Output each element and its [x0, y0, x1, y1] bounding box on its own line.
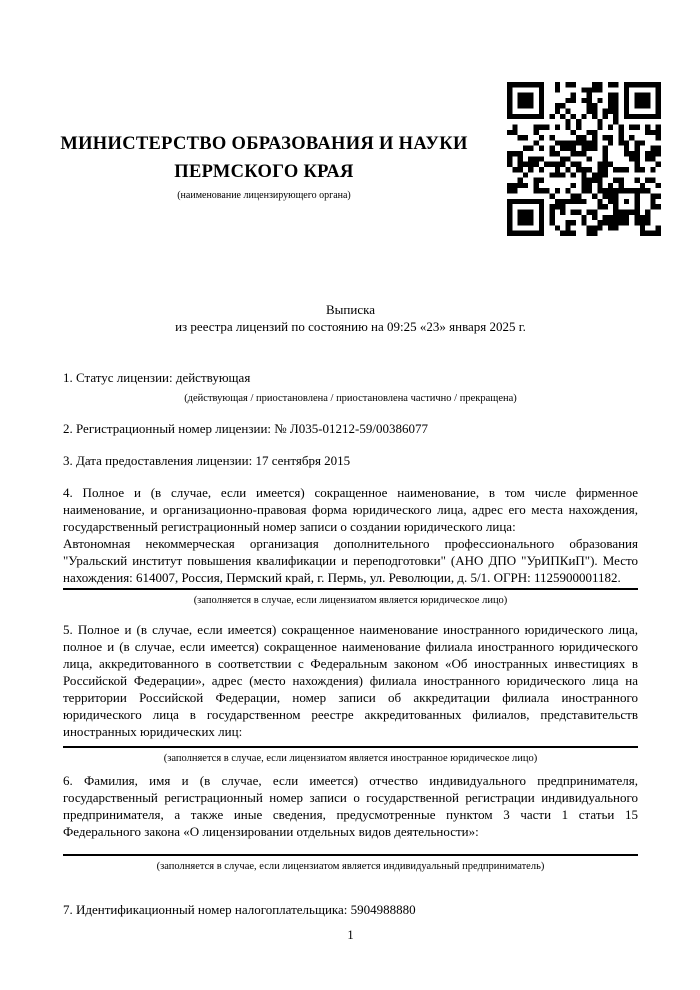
fill-in-rule [63, 854, 638, 856]
item-taxpayer-id [63, 901, 638, 918]
fill-in-rule [63, 746, 638, 748]
registration-number-text: 2. Регистрационный номер лицензии: № Л035-01212-59/00386077 [63, 421, 429, 436]
document-header [40, 130, 488, 202]
licensing-authority-name [40, 130, 488, 186]
licensing-authority-line1: МИНИСТЕРСТВО ОБРАЗОВАНИЯ И НАУКИ [60, 134, 468, 154]
license-status-text: 1. Статус лицензии: действующая [63, 370, 251, 385]
page-number: 1 [347, 928, 354, 942]
foreign-entity-caption: (заполняется в случае, если лицензиатом является иностранное юридическое лицо) [163, 753, 538, 764]
foreign-entity-question: 5. Полное и (в случае, если имеется) сокращенное наименование иностранного юридического лица, полное и (в случае, если имеется) сокращенное наименование филиала иностранного юридического лица, аккредитованного в соответствии с Федеральным законом «Об иностранных инвестициях в Российской Федерации», адрес (место нахождения) филиала иностранного юридического лица на территории Российской Федерации, номер записи об аккредитации филиала иностранного юридического лица в государственном реестре аккредитованных филиалов, представительств иностранных юридических лиц: [63, 622, 638, 739]
taxpayer-id-text: 7. Идентификационный номер налогоплательщика: 5904988880 [63, 902, 416, 917]
item-legal-entity-info [63, 484, 638, 607]
legal-entity-answer: Автономная некоммерческая организация дополнительного профессионального образования "Уральский институт повышения квалификации и переподготовки" (АНО ДПО "УрИПКиП"). Место нахождения: 614007, Россия, Пермский край, г. Пермь, ул. Революции, д. 5/1. ОГРН: 1125900001182. [63, 536, 638, 585]
licensing-authority-line2: ПЕРМСКОГО КРАЯ [174, 162, 354, 182]
legal-entity-question: 4. Полное и (в случае, если имеется) сокращенное наименование, в том числе фирменное наименование, и организационно-правовая форма юридического лица, адрес его места нахождения, государственный регистрационный номер записи о создании юридического лица: [63, 485, 638, 534]
licensing-authority-caption: (наименование лицензирующего органа) [177, 190, 351, 201]
license-status-caption: (действующая / приостановлена / приостановлена частично / прекращена) [184, 393, 517, 404]
qr-code [505, 82, 663, 236]
document-title-line1: Выписка [326, 302, 375, 317]
item-foreign-entity-info [63, 621, 638, 765]
individual-entrepreneur-caption: (заполняется в случае, если лицензиатом является индивидуальный предприниматель) [156, 861, 545, 872]
item-license-grant-date [63, 452, 638, 469]
document-title [63, 301, 638, 335]
fill-in-rule [63, 588, 638, 590]
document-title-line2: из реестра лицензий по состоянию на 09:25 «23» января 2025 г. [175, 319, 526, 334]
legal-entity-caption: (заполняется в случае, если лицензиатом является юридическое лицо) [193, 595, 508, 606]
individual-entrepreneur-question: 6. Фамилия, имя и (в случае, если имеется) отчество индивидуального предпринимателя, государственный регистрационный номер записи о государственной регистрации индивидуального предпринимателя, а также иные сведения, предусмотренные пунктом 3 части 1 статьи 15 Федерального закона «О лицензировании отдельных видов деятельности»: [63, 773, 638, 839]
item-license-status [63, 369, 638, 405]
item-registration-number [63, 420, 638, 437]
license-grant-date-text: 3. Дата предоставления лицензии: 17 сентября 2015 [63, 453, 351, 468]
item-individual-entrepreneur-info [63, 772, 638, 873]
